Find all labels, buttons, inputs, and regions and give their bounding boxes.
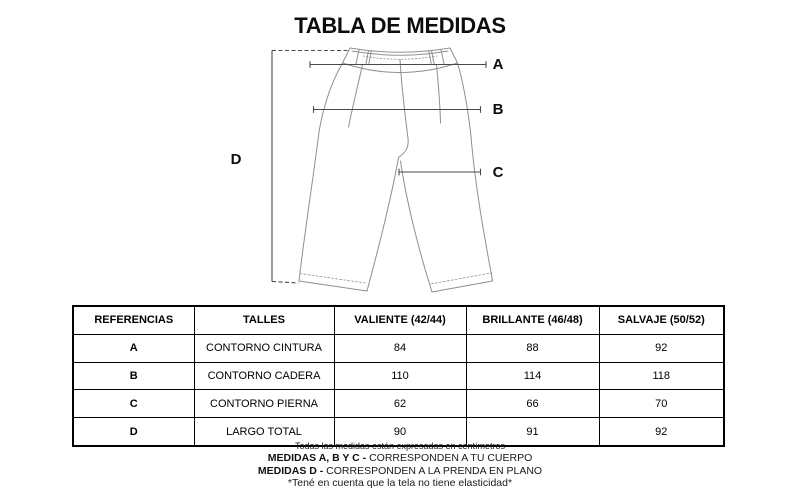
note-elasticity: *Tené en cuenta que la tela no tiene elasticidad* <box>287 477 513 489</box>
page-title: TABLA DE MEDIDAS <box>294 13 506 38</box>
header-salvaje: SALVAJE (50/52) <box>599 306 724 334</box>
note-units: Todas las medidas están expresadas en centímetros <box>294 441 506 451</box>
dim-label-b: B <box>492 101 504 118</box>
dim-label-d: D <box>230 151 242 168</box>
row-a-brillante: 88 <box>466 334 599 362</box>
row-c-ref: C <box>73 390 194 418</box>
footer-notes <box>0 440 800 490</box>
table-row <box>73 390 724 418</box>
row-c-salvaje: 70 <box>599 390 724 418</box>
header-talles: TALLES <box>194 306 334 334</box>
row-b-brillante: 114 <box>466 362 599 390</box>
note-abc <box>0 452 800 465</box>
row-b-salvaje: 118 <box>599 362 724 390</box>
table-row <box>73 362 724 390</box>
table-row <box>73 334 724 362</box>
note-d-bold: MEDIDAS D - <box>257 464 324 477</box>
row-d-label: LARGO TOTAL <box>194 418 334 446</box>
row-b-label: CONTORNO CADERA <box>194 362 334 390</box>
note-d <box>0 465 800 478</box>
header-brillante: BRILLANTE (46/48) <box>466 306 599 334</box>
note-d-rest: CORRESPONDEN A LA PRENDA EN PLANO <box>323 464 543 477</box>
row-b-valiente: 110 <box>334 362 466 390</box>
row-a-salvaje: 92 <box>599 334 724 362</box>
row-c-label: CONTORNO PIERNA <box>194 390 334 418</box>
row-a-valiente: 84 <box>334 334 466 362</box>
header-referencias: REFERENCIAS <box>73 306 194 334</box>
dimension-lines <box>272 51 486 284</box>
note-abc-bold: MEDIDAS A, B Y C - <box>267 452 367 464</box>
dim-label-a: A <box>492 56 504 73</box>
row-c-brillante: 66 <box>466 390 599 418</box>
note-abc-rest: CORRESPONDEN A TU CUERPO <box>366 452 533 464</box>
pants-outline <box>299 48 493 292</box>
row-d-salvaje: 92 <box>599 418 724 446</box>
row-a-label: CONTORNO CINTURA <box>194 334 334 362</box>
pants-diagram <box>220 40 520 302</box>
table-header-row <box>73 306 724 334</box>
row-b-ref: B <box>73 362 194 390</box>
row-d-valiente: 90 <box>334 418 466 446</box>
row-d-ref: D <box>73 418 194 446</box>
row-a-ref: A <box>73 334 194 362</box>
measurements-table <box>72 305 725 447</box>
dim-label-c: C <box>492 164 504 181</box>
header-valiente: VALIENTE (42/44) <box>334 306 466 334</box>
row-c-valiente: 62 <box>334 390 466 418</box>
row-d-brillante: 91 <box>466 418 599 446</box>
